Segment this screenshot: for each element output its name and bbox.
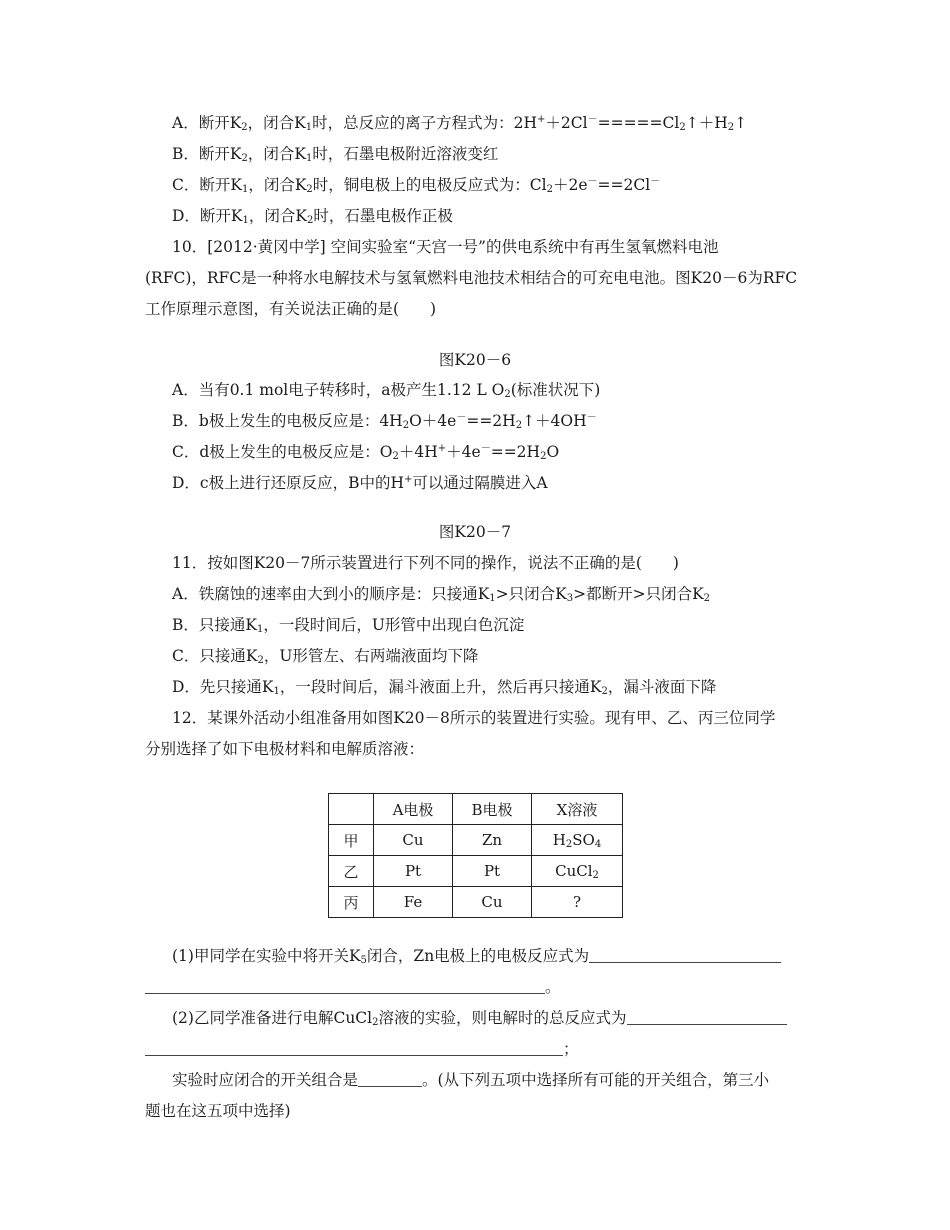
table-header-row	[329, 794, 623, 825]
q10-stem-line3: 工作原理示意图，有关说法正确的是( )	[145, 300, 437, 318]
table-header-cell: A电极	[374, 794, 453, 825]
table-cell: Pt	[453, 856, 532, 887]
table-cell: Fe	[374, 887, 453, 918]
table-row	[329, 887, 623, 918]
q12-stem-line1: 12．某课外活动小组准备用如图K20－8所示的装置进行实验。现有甲、乙、丙三位同学	[172, 709, 776, 727]
q11-option-b: B．只接通$K_1$，一段时间后，U形管中出现白色沉淀	[172, 616, 525, 635]
figure-caption-k20-7: 图K20－7	[438, 523, 512, 541]
table-cell: Cu	[374, 825, 453, 856]
q11-option-c: C．只接通$K_2$，U形管左、右两端液面均下降	[172, 647, 479, 666]
answer-blank[interactable]	[145, 1039, 563, 1056]
answer-blank[interactable]	[145, 977, 545, 994]
q12-part1-line2: 。	[145, 977, 561, 997]
q9-option-a: A．断开$K_2$，闭合$K_1$时，总反应的离子方程式为：$2H^++2Cl^-=====Cl_2↑+H_2↑$	[172, 114, 748, 133]
table-cell: Cu	[453, 887, 532, 918]
q12-part2-line1: (2)乙同学准备进行电解CuCl$_2$溶液的实验，则电解时的总反应式为	[172, 1008, 787, 1028]
q12-part2-switch-line1: 实验时应闭合的开关组合是 。(从下列五项中选择所有可能的开关组合，第三小	[172, 1071, 770, 1089]
q10-option-a: A．当有0.1 mol电子转移时，a极产生1.12 L $O_2$(标准状况下)	[172, 381, 601, 400]
electrode-table	[328, 793, 623, 918]
q12-part1-line1: (1)甲同学在实验中将开关$K_5$闭合，Zn电极上的电极反应式为	[172, 946, 781, 966]
table-cell-solution: CuCl$_2$	[532, 856, 623, 887]
table-header-cell: X溶液	[532, 794, 623, 825]
table-cell-student: 丙	[329, 887, 374, 918]
q9-option-d: D．断开$K_1$，闭合$K_2$时，石墨电极作正极	[172, 207, 453, 226]
answer-blank[interactable]	[589, 946, 781, 963]
table-cell: Pt	[374, 856, 453, 887]
answer-blank[interactable]	[358, 1070, 422, 1087]
table-header-cell: B电极	[453, 794, 532, 825]
q9-option-c: C．断开$K_1$，闭合$K_2$时，铜电极上的电极反应式为：$Cl_2+2e^-==2Cl^-$	[172, 176, 661, 195]
table-header-cell	[329, 794, 374, 825]
answer-blank[interactable]	[627, 1008, 787, 1025]
q11-option-a: A．铁腐蚀的速率由大到小的顺序是：只接通$K_1>$只闭合$K_3>$都断开>只闭合$K_2$	[172, 585, 711, 604]
q11-option-d: D．先只接通$K_1$，一段时间后，漏斗液面上升，然后再只接通$K_2$，漏斗液面下降	[172, 678, 717, 697]
table-cell: Zn	[453, 825, 532, 856]
table-cell-solution: $H_2SO_4$	[532, 825, 623, 856]
q10-stem-line2: (RFC)，RFC是一种将水电解技术与氢氧燃料电池技术相结合的可充电电池。图K20－6为RFC	[145, 269, 798, 287]
table-row	[329, 856, 623, 887]
table-cell-solution: ?	[532, 887, 623, 918]
table-cell-student: 甲	[329, 825, 374, 856]
q11-stem: 11．按如图K20－7所示装置进行下列不同的操作，说法不正确的是( )	[172, 554, 679, 572]
q12-part2-line2: ；	[145, 1039, 579, 1059]
table-cell-student: 乙	[329, 856, 374, 887]
q10-option-d: D．c极上进行还原反应，B中的H+可以通过隔膜进入A	[172, 474, 548, 492]
q10-stem-line1: 10．[2012·黄冈中学] 空间实验室“天宫一号”的供电系统中有再生氢氧燃料电池	[172, 238, 719, 256]
q12-part2-switch-line2: 题也在这五项中选择)	[145, 1102, 291, 1120]
q10-option-c: C．d极上发生的电极反应是：$O_2+4H^++4e^-==2H_2O$	[172, 443, 560, 462]
q10-option-b: B．b极上发生的电极反应是：$4H_2O+4e^-==2H_2↑+4OH^-$	[172, 412, 597, 431]
q12-stem-line2: 分别选择了如下电极材料和电解质溶液：	[145, 740, 425, 758]
table-row	[329, 825, 623, 856]
q9-option-b: B．断开$K_2$，闭合$K_1$时，石墨电极附近溶液变红	[172, 145, 499, 164]
figure-caption-k20-6: 图K20－6	[438, 351, 512, 369]
